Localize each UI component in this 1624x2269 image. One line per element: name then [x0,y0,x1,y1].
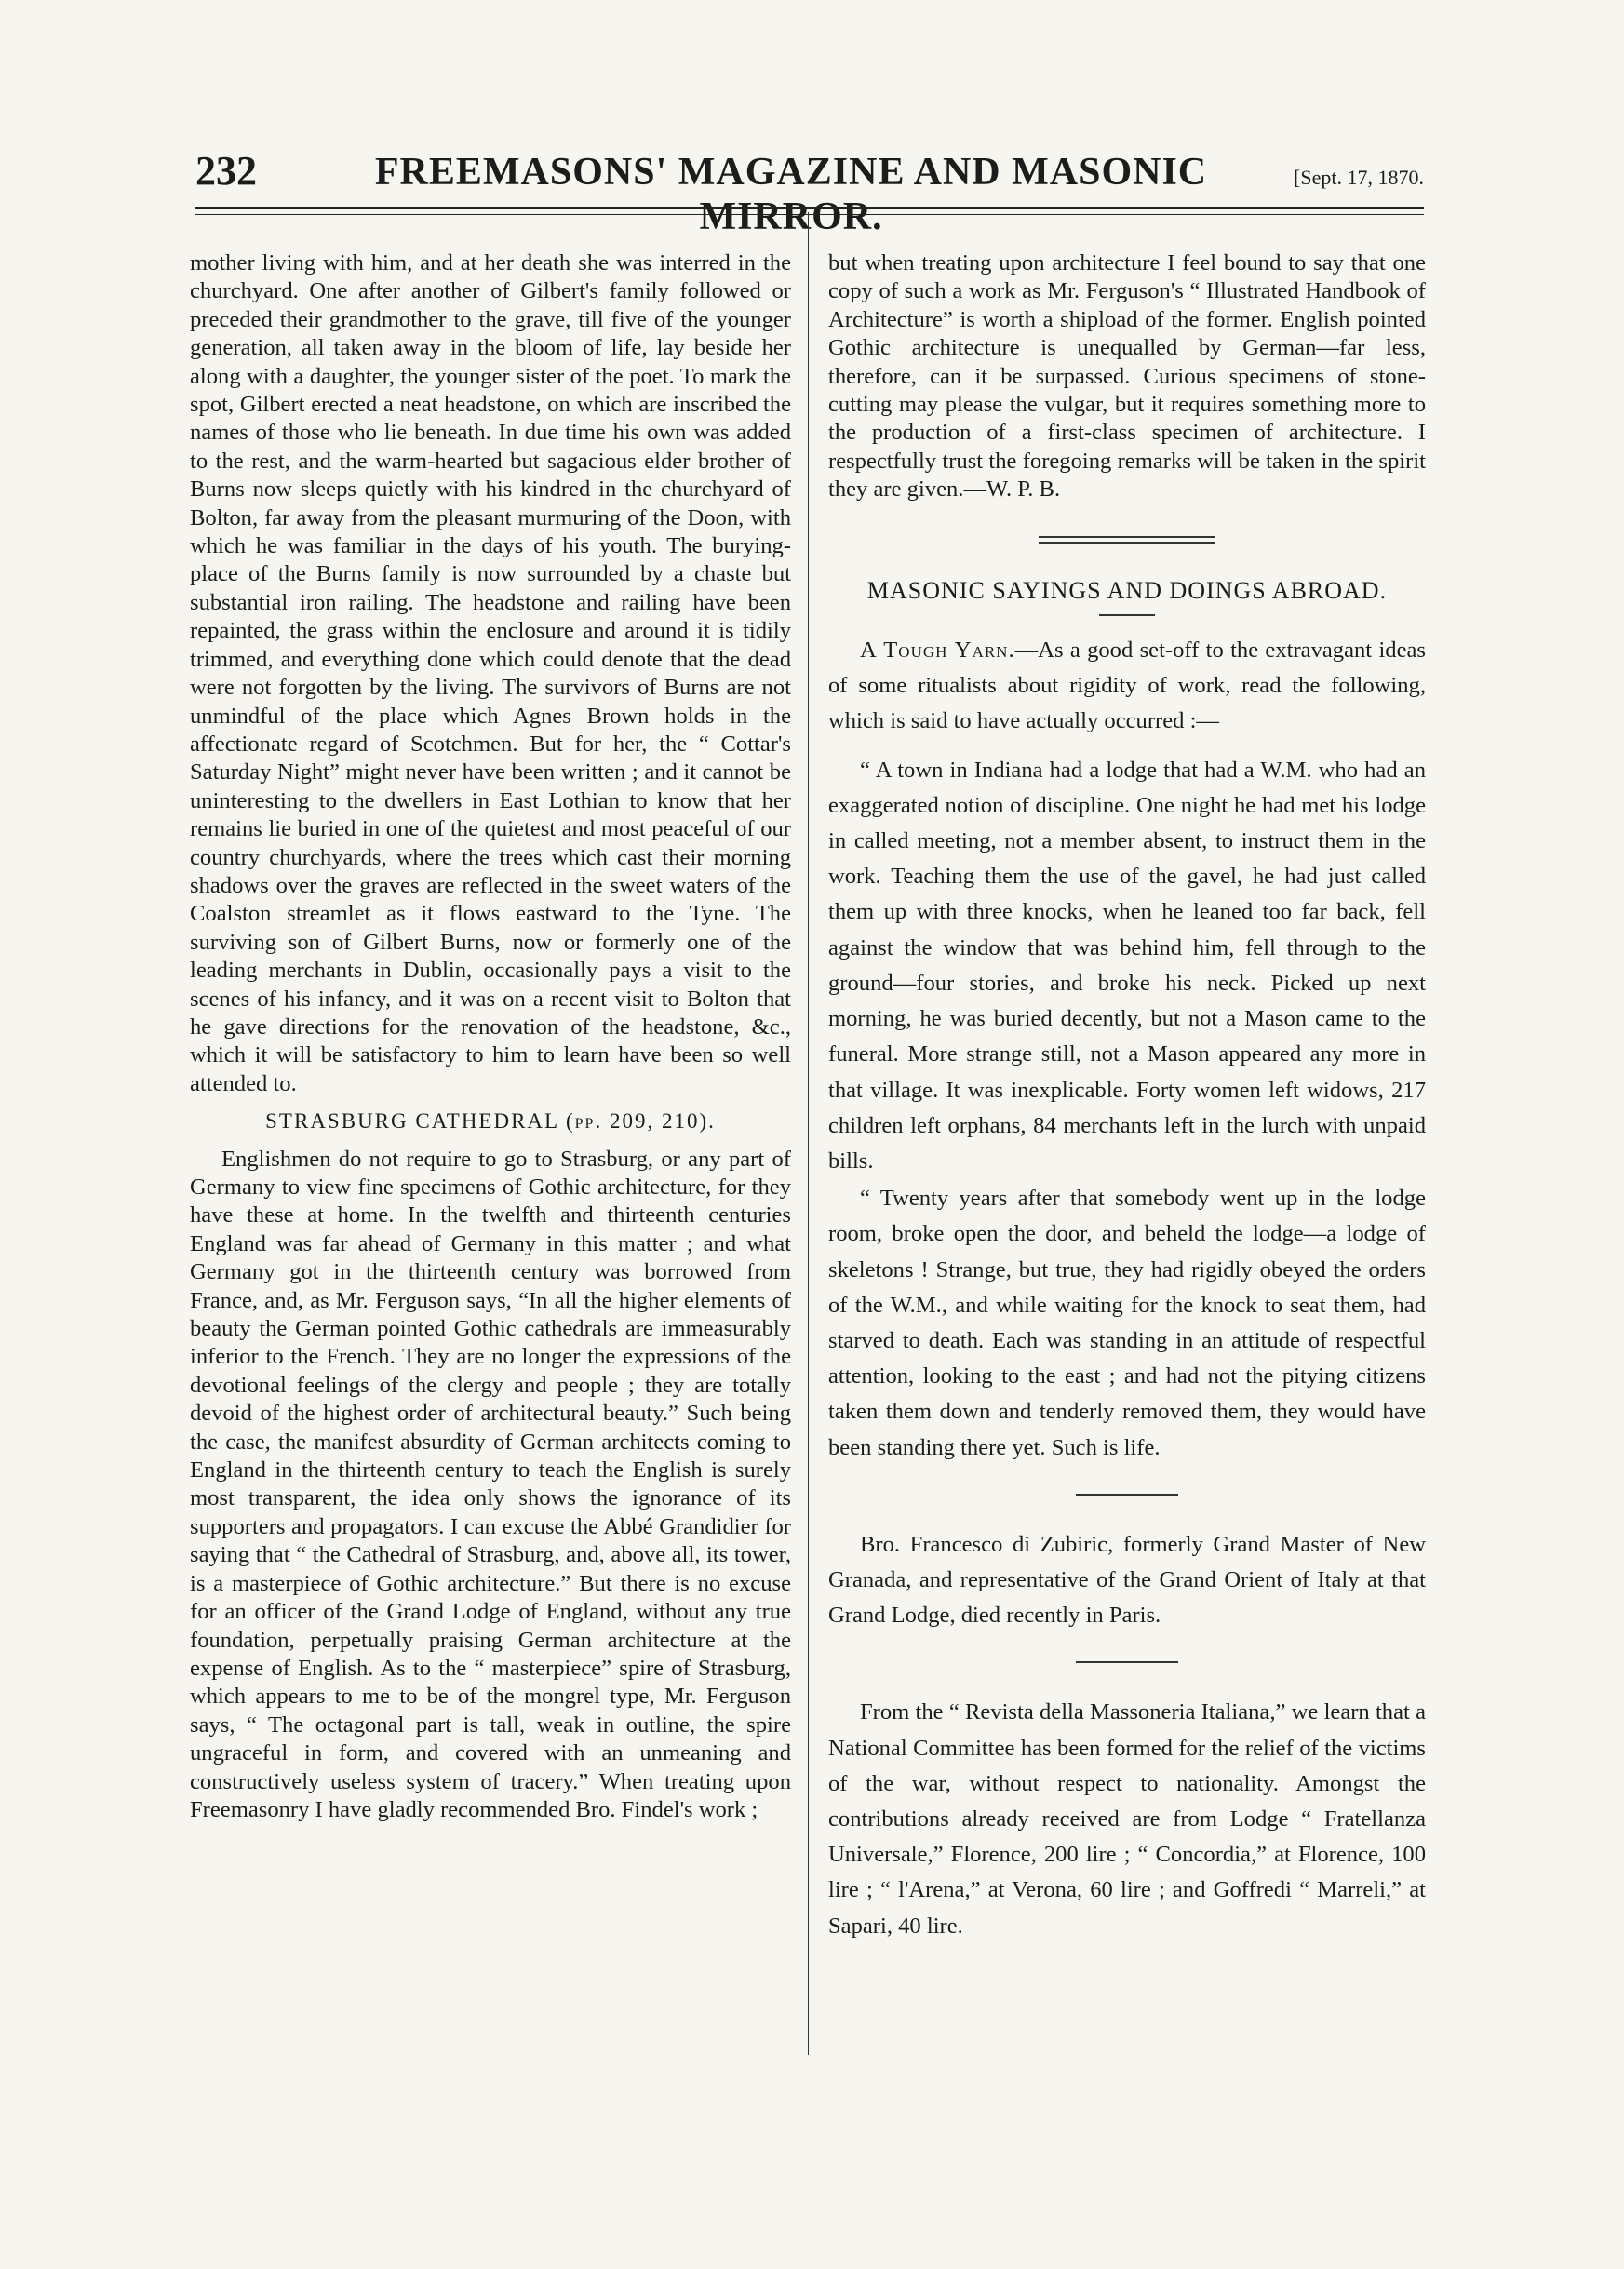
strasburg-heading: STRASBURG CATHEDRAL (pp. 209, 210). [265,1109,716,1134]
section-double-rule [1039,536,1215,544]
strasburg-paragraph: Englishmen do not require to go to Strasburg, or any part of Germany to view fine specimens of Gothic architecture, for they have these at home. In the twelfth and thirteenth centuries England was far ahead of Germany in this matter ; and what Germany got in the thirteenth century was borrowed from France, and, as Mr. Ferguson says, “In all the higher elements of beauty the German pointed Gothic cathedrals are immeasurably inferior to the French. They are no longer the expressions of the devotional feelings of the clergy and people ; they are totally devoid of the highest order of architectural beauty.” Such being the case, the manifest absurdity of German architects coming to England in the thirteenth century to teach the English is surely most transparent, the idea only shows the ignorance of its supporters and propagators. I can excuse the Abbé Grandidier for saying that “ the Cathedral of Strasburg, and, above all, its tower, is a masterpiece of Gothic architecture.” But there is no excuse for an officer of the Grand Lodge of England, without any true foundation, perpetually praising German architecture at the expense of English. As to the “ masterpiece” spire of Strasburg, which appears to me to be of the mongrel type, Mr. Ferguson says, “ The octagonal part is tall, weak in outline, the spire ungraceful in form, and covered with an unmeaning and constructively useless system of tracery.” When treating upon Freemasonry I have gladly recommended Bro. Findel's work ; [190,1146,791,1822]
header-rule-thin [195,214,1424,215]
skeletons-paragraph: “ Twenty years after that somebody went up in the lodge room, broke open the door, and beheld the lodge—a lodge of skeletons ! Strange, but true, they had rigidly obeyed the orders of the W.M., and while waiting for the knock to seat them, had starved to death. Each was standing in an attitude of respectful attention, looking to the east ; and had not the pitying citizens taken them down and tenderly removed them, they would have been standing there yet. Such is life. [828,1186,1426,1460]
tough-yarn-paragraph [828,633,1426,740]
magazine-title: FREEMASONS' MAGAZINE AND MASONIC MIRROR. [374,151,1208,238]
heading-underline [1099,614,1155,616]
revista-paragraph: From the “ Revista della Massoneria Italiana,” we learn that a National Committee has been formed for the relief of the victims of the war, without respect to nationality. Amongst the contributions already received are from Lodge “ Fratellanza Universale,” Florence, 200 lire ; “ Concordia,” at Florence, 100 lire ; “ l'Arena,” at Verona, 60 lire ; and Goffredi “ Marreli,” at Sapari, 40 lire. [828,1699,1426,1939]
column-divider [808,212,809,2055]
architecture-paragraph: but when treating upon architecture I feel bound to say that one copy of such a work as Mr. Ferguson's “ Illustrated Handbook of Architecture” is worth a shipload of the former. English pointed Gothic architecture is unequalled by German—far less, therefore, can it be surpassed. Curious specimens of stone-cutting may please the vulgar, but it requires something more to the production of a first-class specimen of architecture. I respectfully trust the foregoing remarks will be taken in the spirit they are given.—W. P. B. [828,250,1426,503]
issue-date: [Sept. 17, 1870. [1294,166,1424,189]
tough-yarn-text: —As a good set-off to the extravagant ideas of some ritualists about rigidity of work, read the following, which is said to have actually occurred :— [828,638,1426,734]
separator-rule-1 [1076,1494,1178,1496]
zubiric-paragraph: Bro. Francesco di Zubiric, formerly Grand Master of New Granada, and representative of the Grand Orient of Italy at that Grand Lodge, died recently in Paris. [828,1531,1426,1629]
indiana-lodge-paragraph: “ A town in Indiana had a lodge that had a W.M. who had an exaggerated notion of discipline. One night he had met his lodge in called meeting, not a member absent, to instruct them in the work. Teaching them the use of the gavel, he had just called them up with three knocks, when he leaned too far back, fell against the window that was behind him, fell through to the ground—four stories, and broke his neck. Picked up next morning, he was buried decently, but not a Mason came to the funeral. More strange still, not a Mason appeared any more in that village. It was inexplicable. Forty women left widows, 217 children left orphans, 84 merchants left in the lurch with unpaid bills. [828,757,1426,1174]
burns-paragraph: mother living with him, and at her death she was interred in the churchyard. One after another of Gilbert's family followed or preceded their grandmother to the grave, till five of the younger generation, all taken away in the bloom of life, lay beside her along with a daughter, the younger sister of the poet. To mark the spot, Gilbert erected a neat headstone, on which are inscribed the names of those who lie beneath. In due time his own was added to the rest, and the warm-hearted but sagacious elder brother of Burns now sleeps quietly with his kindred in the churchyard of Bolton, far away from the pleasant murmuring of the Doon, with which he was familiar in the days of his youth. The burying-place of the Burns family is now surrounded by a chaste but substantial iron railing. The headstone and railing have been repainted, the grass within the enclosure and around it is tidily trimmed, and everything done which could denote that the dead were not forgotten by the living. The survivors of Burns are not unmindful of the place which Agnes Brown holds in the affectionate regard of Scotchmen. But for her, the “ Cottar's Saturday Night” might never have been written ; and it cannot be uninteresting to the dwellers in East Lothian to know that her remains lie buried in one of the quietest and most peaceful of our country churchyards, where the trees which cast their morning shadows over the graves are reflected in the sweet waters of the Coalston streamlet as it flows eastward to the Tyne. The surviving son of Gilbert Burns, now or formerly one of the leading merchants in Dublin, occasionally pays a visit to the scenes of his infancy, and it was on a recent visit to Bolton that he gave directions for the renovation of the headstone, &c., which it will be satisfactory to him to learn have been so well attended to. [190,250,791,1096]
header-rule-thick [195,207,1424,209]
left-column [190,249,791,2111]
separator-rule-2 [1076,1661,1178,1663]
right-column [828,249,1426,2111]
page-header [195,147,1424,238]
masonic-sayings-heading: MASONIC SAYINGS AND DOINGS ABROAD. [866,576,1388,604]
page-number: 232 [195,148,257,194]
tough-yarn-lead: A Tough Yarn. [860,638,1015,664]
